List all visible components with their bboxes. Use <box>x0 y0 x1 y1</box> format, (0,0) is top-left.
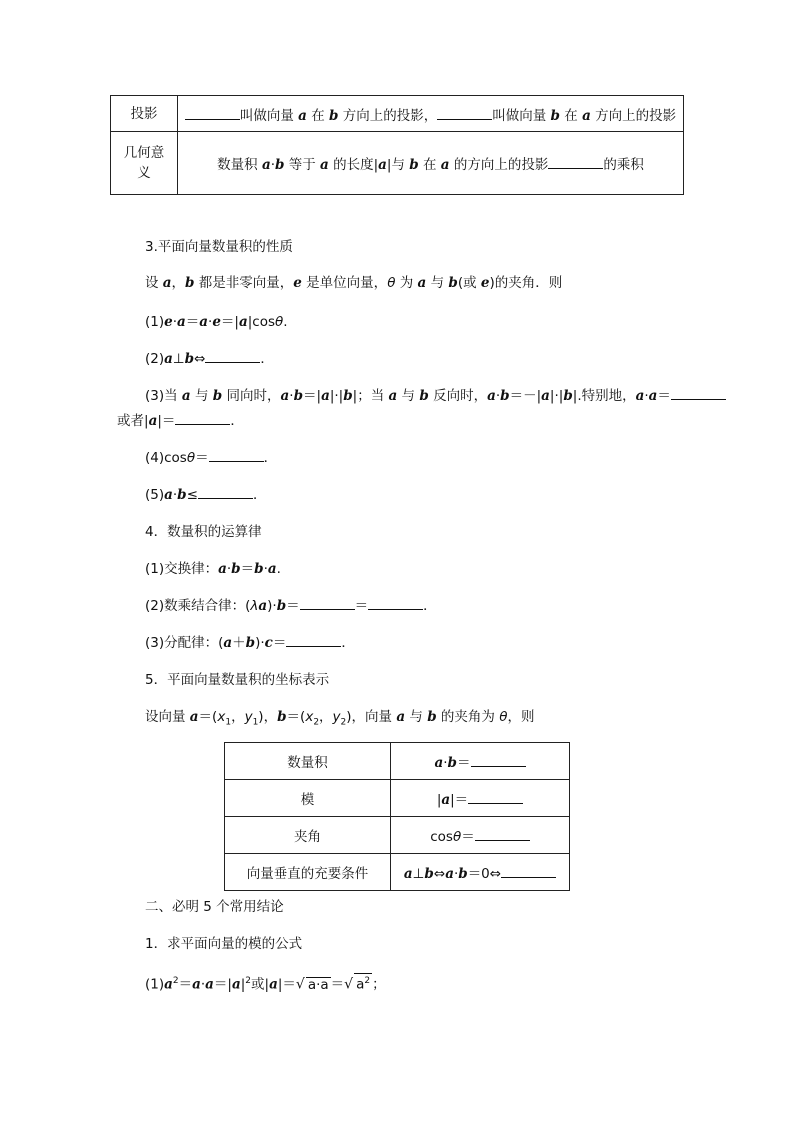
row-content-projection: 叫做向量 a 在 b 方向上的投影， 叫做向量 b 在 a 方向上的投影 <box>178 96 684 132</box>
law-scalar-associative: (2)数乘结合律：(λa)·b＝ ＝ ． <box>145 598 437 614</box>
table-row <box>225 780 570 817</box>
section-3-title: 3.平面向量数量积的性质 <box>145 239 293 255</box>
property-3-cont: 或者|a|＝ ． <box>117 413 244 429</box>
cell-formula: a·b＝ <box>391 743 570 780</box>
table-row <box>111 132 684 195</box>
section-4-title: 4．数量积的运算律 <box>145 524 262 540</box>
section-5-title: 5．平面向量数量积的坐标表示 <box>145 672 330 688</box>
cell-name: 向量垂直的充要条件 <box>225 854 391 891</box>
table-row <box>225 743 570 780</box>
cell-formula: cosθ＝ <box>391 817 570 854</box>
property-5: (5)a·b≤ ． <box>145 487 267 503</box>
cell-name: 数量积 <box>225 743 391 780</box>
cell-name: 模 <box>225 780 391 817</box>
law-commutative: (1)交换律：a·b＝b·a. <box>145 561 281 577</box>
coordinate-table <box>224 742 570 891</box>
cell-formula: |a|＝ <box>391 780 570 817</box>
part-2-title: 二、必明 5 个常用结论 <box>145 899 284 915</box>
modulus-formula: $(1)a^2=a\cdot a=|a|^2$或|a|＝√ a·a ＝√ $a^2$ ； <box>145 972 386 994</box>
property-2: (2)a⊥b⇔ ． <box>145 351 274 367</box>
table-row <box>225 817 570 854</box>
property-1: (1)e·a＝a·e＝|a|cosθ. <box>145 314 288 330</box>
row-label-geometric-meaning: 几何意 义 <box>111 132 178 195</box>
cell-name: 夹角 <box>225 817 391 854</box>
law-distributive: (3)分配律：(a＋b)·c＝ ． <box>145 635 355 651</box>
table-row <box>225 854 570 891</box>
cell-formula: a⊥b⇔a·b＝0⇔ <box>391 854 570 891</box>
projection-table <box>110 95 684 195</box>
table-row <box>111 96 684 132</box>
property-4: (4)cosθ＝ ． <box>145 450 278 466</box>
section-5-intro: 设向量 $a=(x_1$，$y_1$)，$b=(x_2$，$y_2$)，向量 a 与 b 的夹角为 θ，则 <box>145 709 535 728</box>
row-label-projection: 投影 <box>111 96 178 132</box>
subsection-1-title: 1．求平面向量的模的公式 <box>145 936 303 952</box>
property-3: (3)当 a 与 b 同向时，a·b＝|a|·|b|；当 a 与 b 反向时，a·b＝－|a|·|b|.特别地，a·a＝ <box>145 387 726 405</box>
row-content-geometric-meaning: 数量积 a·b 等于 a 的长度|a|与 b 在 a 的方向上的投影 的乘积 <box>178 132 684 195</box>
section-3-intro: 设 a，b 都是非零向量，e 是单位向量，θ 为 a 与 b(或 e)的夹角．则 <box>145 275 563 291</box>
